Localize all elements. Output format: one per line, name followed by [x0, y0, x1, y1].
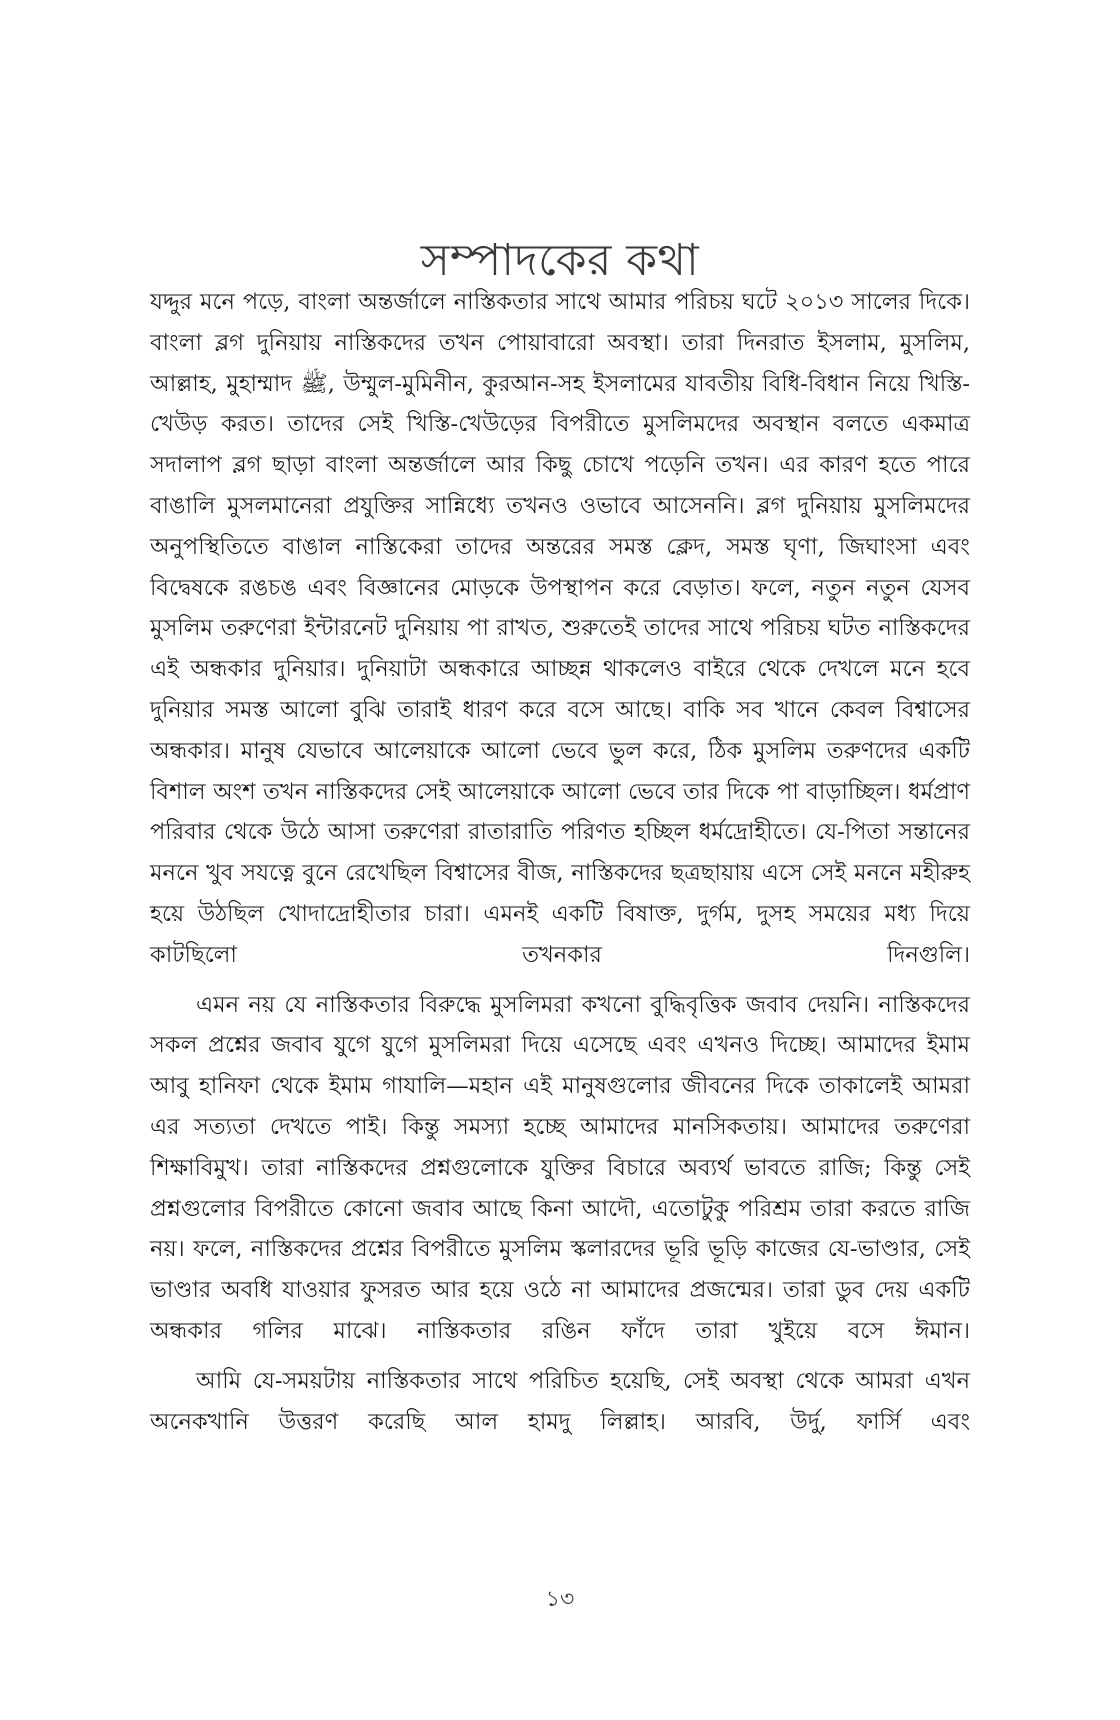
- paragraph-2: এমন নয় যে নাস্তিকতার বিরুদ্ধে মুসলিমরা কখনো বুদ্ধিবৃত্তিক জবাব দেয়নি। নাস্তিকদের সকল প্রশ্নের জবাব যুগে যুগে মুসলিমরা দিয়ে এসেছে এবং এখনও দিচ্ছে। আমাদের ইমাম আবু হানিফা থেকে ইমাম গাযালি—মহান এই মানুষগুলোর জীবনের দিকে তাকালেই আমরা এর সত্যতা দেখতে পাই। কিন্তু সমস্যা হচ্ছে আমাদের মানসিকতায়। আমাদের তরুণেরা শিক্ষাবিমুখ। তারা নাস্তিকদের প্রশ্নগুলোকে যুক্তির বিচারে অব্যর্থ ভাবতে রাজি; কিন্তু সেই প্রশ্নগুলোর বিপরীতে কোনো জবাব আছে কিনা আদৌ, এতোটুকু পরিশ্রম তারা করতে রাজি নয়। ফলে, নাস্তিকদের প্রশ্নের বিপরীতে মুসলিম স্কলারদের ভূরি ভূড়ি কাজের যে-ভাণ্ডার, সেই ভাণ্ডার অবধি যাওয়ার ফুসরত আর হয়ে ওঠে না আমাদের প্রজন্মের। তারা ডুব দেয় একটি অন্ধকার গলির মাঝে। নাস্তিকতার রঙিন ফাঁদে তারা খুইয়ে বসে ঈমান।: [150, 991, 970, 1344]
- page-number: ১৩: [545, 1587, 575, 1612]
- page-title: সম্পাদকের কথা: [420, 235, 700, 287]
- paragraph-1: যদ্দুর মনে পড়ে, বাংলা অন্তর্জালে নাস্তিকতার সাথে আমার পরিচয় ঘটে ২০১৩ সালের দিকে। বাংলা ব্লগ দুনিয়ায় নাস্তিকদের তখন পোয়াবারো অবস্থা। তারা দিনরাত ইসলাম, মুসলিম, আল্লাহ, মুহাম্মাদ ﷺ, উম্মুল-মুমিনীন, কুরআন-সহ ইসলামের যাবতীয় বিধি-বিধান নিয়ে খিস্তি-খেউড় করত। তাদের সেই খিস্তি-খেউড়ের বিপরীতে মুসলিমদের অবস্থান বলতে একমাত্র সদালাপ ব্লগ ছাড়া বাংলা অন্তর্জালে আর কিছু চোখে পড়েনি তখন। এর কারণ হতে পারে বাঙালি মুসলমানেরা প্রযুক্তির সান্নিধ্যে তখনও ওভাবে আসেননি। ব্লগ দুনিয়ায় মুসলিমদের অনুপস্থিতিতে বাঙাল নাস্তিকেরা তাদের অন্তরের সমস্ত ক্লেদ, সমস্ত ঘৃণা, জিঘাংসা এবং বিদ্বেষকে রঙচঙ এবং বিজ্ঞানের মোড়কে উপস্থাপন করে বেড়াত। ফলে, নতুন নতুন যেসব মুসলিম তরুণেরা ইন্টারনেট দুনিয়ায় পা রাখত, শুরুতেই তাদের সাথে পরিচয় ঘটত নাস্তিকদের এই অন্ধকার দুনিয়ার। দুনিয়াটা অন্ধকারে আচ্ছন্ন থাকলেও বাইরে থেকে দেখলে মনে হবে দুনিয়ার সমস্ত আলো বুঝি তারাই ধারণ করে বসে আছে। বাকি সব খানে কেবল বিশ্বাসের অন্ধকার। মানুষ যেভাবে আলেয়াকে আলো ভেবে ভুল করে, ঠিক মুসলিম তরুণদের একটি বিশাল অংশ তখন নাস্তিকদের সেই আলেয়াকে আলো ভেবে তার দিকে পা বাড়াচ্ছিল। ধর্মপ্রাণ পরিবার থেকে উঠে আসা তরুণেরা রাতারাতি পরিণত হচ্ছিল ধর্মদ্রোহীতে। যে-পিতা সন্তানের মননে খুব সযত্নে বুনে রেখেছিল বিশ্বাসের বীজ, নাস্তিকদের ছত্রছায়ায় এসে সেই মননে মহীরুহ হয়ে উঠছিল খোদাদ্রোহীতার চারা। এমনই একটি বিষাক্ত, দুর্গম, দুসহ সময়ের মধ্য দিয়ে কাটছিলো তখনকার দিনগুলি।: [150, 289, 970, 968]
- body-text: [150, 282, 970, 1451]
- paragraph-3: আমি যে-সময়টায় নাস্তিকতার সাথে পরিচিত হয়েছি, সেই অবস্থা থেকে আমরা এখন অনেকখানি উত্তরণ করেছি আল হামদু লিল্লাহ। আরবি, উর্দু, ফার্সি এবং: [150, 1367, 970, 1435]
